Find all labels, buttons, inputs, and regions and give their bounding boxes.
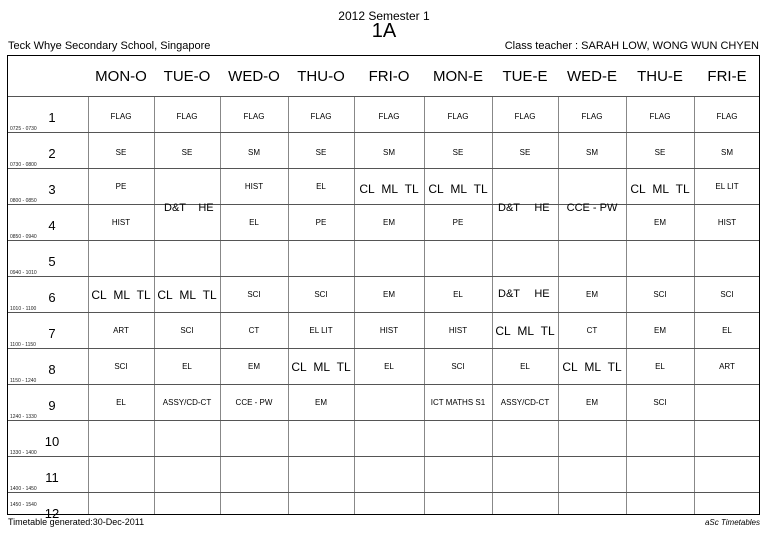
lesson-cell: SCI [720, 290, 734, 299]
mother-tongue-group: CL ML TL [359, 182, 419, 196]
lesson-cell: SE [654, 148, 666, 157]
lesson-cell: PE [115, 182, 127, 191]
lesson-cell: SM [248, 148, 260, 157]
lesson-cell: SE [181, 148, 193, 157]
lesson-cell: HIST [111, 218, 131, 227]
lesson-cell: EL [316, 182, 326, 191]
period-time: 0940 - 1010 [10, 270, 37, 276]
period-time: 1330 - 1400 [10, 450, 37, 456]
lesson-cell: SCI [180, 326, 194, 335]
day-header-thu-e: THU-E [637, 68, 683, 85]
lesson-cell: EL LIT [309, 326, 333, 335]
period-number: 12 [44, 506, 60, 521]
lesson-cell: PE [315, 218, 327, 227]
period-number: 11 [45, 470, 59, 485]
lesson-cell: FLAG [243, 112, 265, 121]
row-divider [8, 240, 759, 241]
row-divider [8, 456, 759, 457]
lesson-cell: CCE - PW [566, 202, 618, 214]
timetable-grid [7, 55, 760, 521]
lesson-cell: SE [519, 148, 531, 157]
row-divider [8, 492, 759, 493]
lesson-cell: SCI [314, 290, 328, 299]
column-divider [354, 96, 355, 514]
column-divider [626, 96, 627, 514]
mother-tongue-group: CL ML TL [157, 288, 217, 302]
lesson-cell: EL [520, 362, 530, 371]
lesson-cell: CT [248, 326, 260, 335]
lesson-cell: EM [586, 290, 598, 299]
lesson-cell: FLAG [176, 112, 198, 121]
period-number: 8 [48, 362, 56, 377]
lesson-cell: ICT MATHS S1 [430, 398, 486, 407]
column-divider [694, 96, 695, 514]
period-time: 0730 - 0800 [10, 162, 37, 168]
lesson-cell: SCI [451, 362, 465, 371]
column-divider [558, 96, 559, 514]
period-time: 0850 - 0940 [10, 234, 37, 240]
lesson-cell: FLAG [447, 112, 469, 121]
day-header-tue-o: TUE-O [163, 68, 211, 85]
lesson-cell: ART [719, 362, 735, 371]
lesson-cell: FLAG [110, 112, 132, 121]
period-time: 1400 - 1450 [10, 486, 37, 492]
period-time: 0725 - 0730 [10, 126, 37, 132]
lesson-cell: EL [453, 290, 463, 299]
lesson-cell: SCI [114, 362, 128, 371]
lesson-cell: HE [534, 202, 550, 214]
period-time: 1450 - 1540 [10, 502, 37, 508]
lesson-cell: HE [198, 202, 214, 214]
day-header-mon-e: MON-E [433, 68, 483, 85]
day-header-wed-o: WED-O [228, 68, 280, 85]
column-divider [88, 96, 89, 514]
column-divider [288, 96, 289, 514]
day-header-fri-o: FRI-O [368, 68, 410, 85]
school-name: Teck Whye Secondary School, Singapore [8, 40, 211, 52]
lesson-cell: FLAG [514, 112, 536, 121]
mother-tongue-group: CL ML TL [291, 360, 351, 374]
lesson-cell: SCI [653, 398, 667, 407]
period-number: 9 [48, 398, 56, 413]
period-time: 1240 - 1330 [10, 414, 37, 420]
lesson-cell: SE [115, 148, 127, 157]
period-number: 5 [48, 254, 56, 269]
lesson-cell: HE [534, 288, 550, 300]
lesson-cell: EM [654, 326, 666, 335]
period-number: 10 [44, 434, 60, 449]
lesson-cell: EL [655, 362, 665, 371]
brand-label: aSc Timetables [704, 518, 760, 527]
lesson-cell: SCI [247, 290, 261, 299]
lesson-cell: EM [654, 218, 666, 227]
lesson-cell: EL [384, 362, 394, 371]
mother-tongue-group: CL ML TL [630, 182, 690, 196]
lesson-cell: FLAG [649, 112, 671, 121]
day-header-fri-e: FRI-E [707, 68, 747, 85]
lesson-cell: SE [452, 148, 464, 157]
row-divider [8, 348, 759, 349]
period-number: 4 [48, 218, 56, 233]
lesson-cell: CCE - PW [235, 398, 273, 407]
lesson-cell: EL [116, 398, 126, 407]
lesson-cell: EL [249, 218, 259, 227]
lesson-cell: EM [248, 362, 260, 371]
mother-tongue-group: CL ML TL [428, 182, 488, 196]
column-divider [492, 96, 493, 514]
lesson-cell: EL [182, 362, 192, 371]
row-divider [8, 168, 759, 169]
lesson-cell: EM [315, 398, 327, 407]
row-divider [8, 132, 759, 133]
lesson-cell: ASSY/CD-CT [162, 398, 212, 407]
period-time: 0800 - 0850 [10, 198, 37, 204]
generated-date: Timetable generated:30-Dec-2011 [8, 517, 145, 527]
period-number: 6 [48, 290, 56, 305]
lesson-cell: HIST [379, 326, 399, 335]
mother-tongue-group: CL ML TL [91, 288, 151, 302]
lesson-cell: PE [452, 218, 464, 227]
period-number: 7 [48, 326, 56, 341]
lesson-cell: SE [315, 148, 327, 157]
lesson-cell: D&T [498, 288, 520, 300]
row-divider [8, 204, 759, 205]
column-divider [220, 96, 221, 514]
lesson-cell: HIST [244, 182, 264, 191]
lesson-cell: SM [721, 148, 733, 157]
semester-label: 2012 Semester 1 [338, 9, 430, 23]
lesson-cell: D&T [498, 202, 520, 214]
row-divider [8, 384, 759, 385]
lesson-cell: ART [113, 326, 129, 335]
day-header-tue-e: TUE-E [502, 68, 548, 85]
day-header-wed-e: WED-E [567, 68, 617, 85]
period-number: 2 [48, 146, 56, 161]
period-time: 1010 - 1100 [10, 306, 37, 312]
day-header-mon-o: MON-O [95, 68, 147, 85]
lesson-cell: SM [383, 148, 395, 157]
lesson-cell: FLAG [716, 112, 738, 121]
lesson-cell: SCI [653, 290, 667, 299]
day-header-thu-o: THU-O [297, 68, 345, 85]
lesson-cell: FLAG [378, 112, 400, 121]
lesson-cell: EM [383, 218, 395, 227]
row-divider [8, 96, 759, 97]
period-number: 1 [48, 110, 56, 125]
column-divider [154, 96, 155, 514]
lesson-cell: ASSY/CD-CT [500, 398, 550, 407]
lesson-cell: D&T [164, 202, 186, 214]
lesson-cell: FLAG [310, 112, 332, 121]
period-time: 1150 - 1240 [10, 378, 37, 384]
row-divider [8, 420, 759, 421]
row-divider [8, 312, 759, 313]
class-title: 1A [371, 20, 397, 42]
period-number: 3 [48, 182, 56, 197]
lesson-cell: EM [586, 398, 598, 407]
mother-tongue-group: CL ML TL [562, 360, 622, 374]
class-teacher: Class teacher : SARAH LOW, WONG WUN CHYEN [504, 40, 759, 52]
column-divider [424, 96, 425, 514]
period-time: 1100 - 1150 [10, 342, 36, 348]
lesson-cell: HIST [448, 326, 468, 335]
lesson-cell: SM [586, 148, 598, 157]
mother-tongue-group: CL ML TL [495, 324, 555, 338]
lesson-cell: EL [722, 326, 732, 335]
row-divider [8, 276, 759, 277]
lesson-cell: HIST [717, 218, 737, 227]
lesson-cell: FLAG [581, 112, 603, 121]
lesson-cell: EM [383, 290, 395, 299]
lesson-cell: EL LIT [715, 182, 739, 191]
lesson-cell: CT [586, 326, 598, 335]
